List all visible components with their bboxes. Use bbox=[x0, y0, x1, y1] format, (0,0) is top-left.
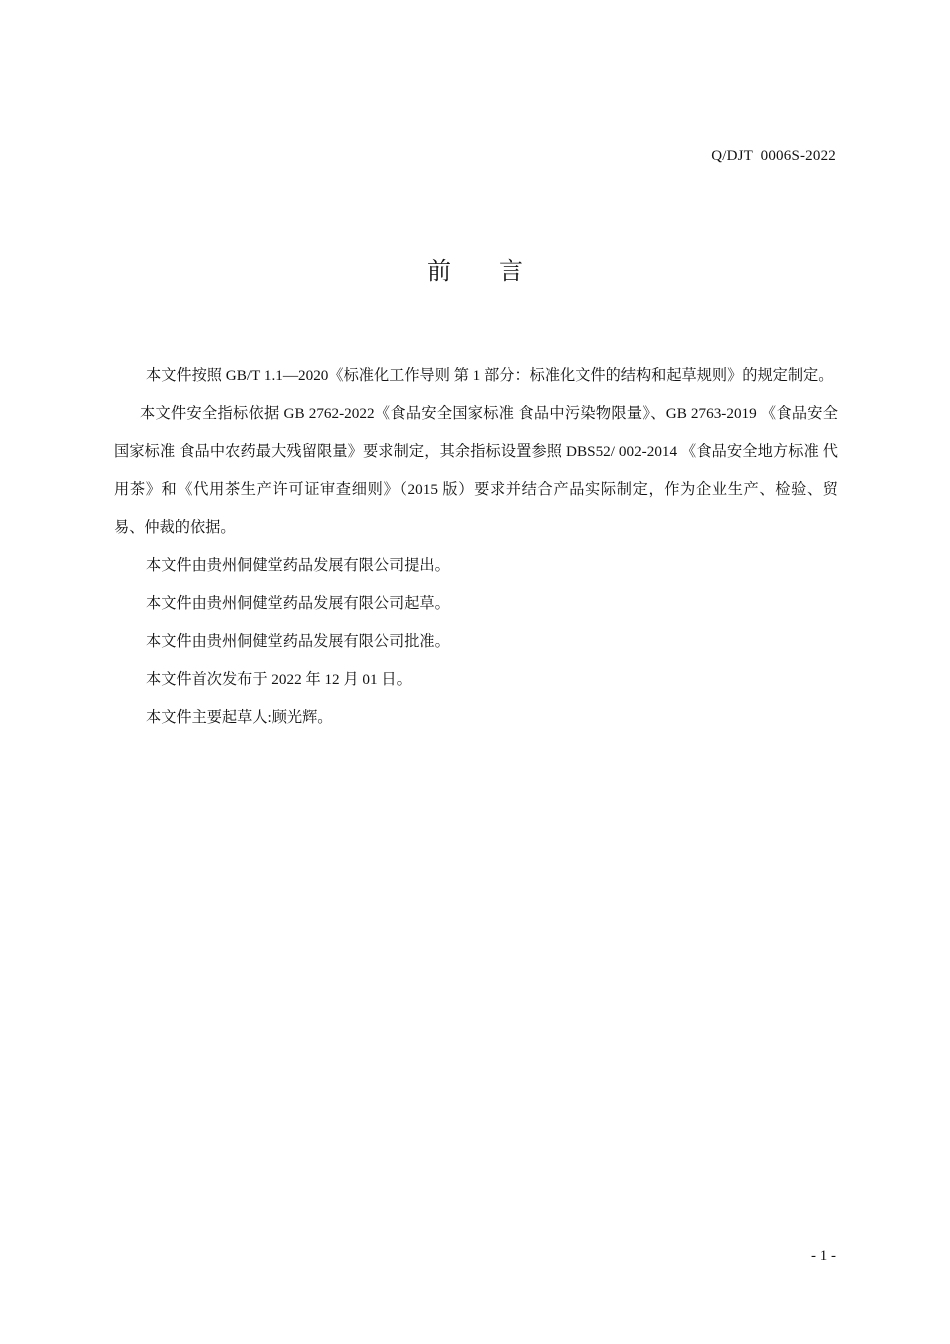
paragraph-safety-indicators: 本文件安全指标依据 GB 2762-2022《食品安全国家标准 食品中污染物限量》、GB 2763-2019 《食品安全国家标准 食品中农药最大残留限量》要求制定，其余指标设置参照 DBS52/ 002-2014 《食品安全地方标准 代用茶》和《代用茶生产许可证审查细则》（2015 版）要求并结合产品实际制定，作为企业生产、检验、贸易、仲裁的依据。 bbox=[114, 405, 838, 536]
page-title: 前 言 bbox=[427, 257, 523, 285]
document-body bbox=[114, 357, 838, 737]
paragraph-approved-by: 本文件由贵州侗健堂药品发展有限公司批准。 bbox=[146, 633, 450, 650]
standard-code: Q/DJT 0006S-2022 bbox=[711, 148, 836, 164]
paragraph-proposed-by: 本文件由贵州侗健堂药品发展有限公司提出。 bbox=[146, 557, 450, 574]
paragraph-main-drafter: 本文件主要起草人:顾光辉。 bbox=[146, 709, 333, 726]
page-number: - 1 - bbox=[811, 1248, 836, 1264]
paragraph-first-release: 本文件首次发布于 2022 年 12 月 01 日。 bbox=[146, 671, 412, 688]
paragraph-drafted-by: 本文件由贵州侗健堂药品发展有限公司起草。 bbox=[146, 595, 450, 612]
paragraph-basis-standard: 本文件按照 GB/T 1.1—2020《标准化工作导则 第 1 部分：标准化文件的结构和起草规则》的规定制定。 bbox=[146, 367, 834, 384]
